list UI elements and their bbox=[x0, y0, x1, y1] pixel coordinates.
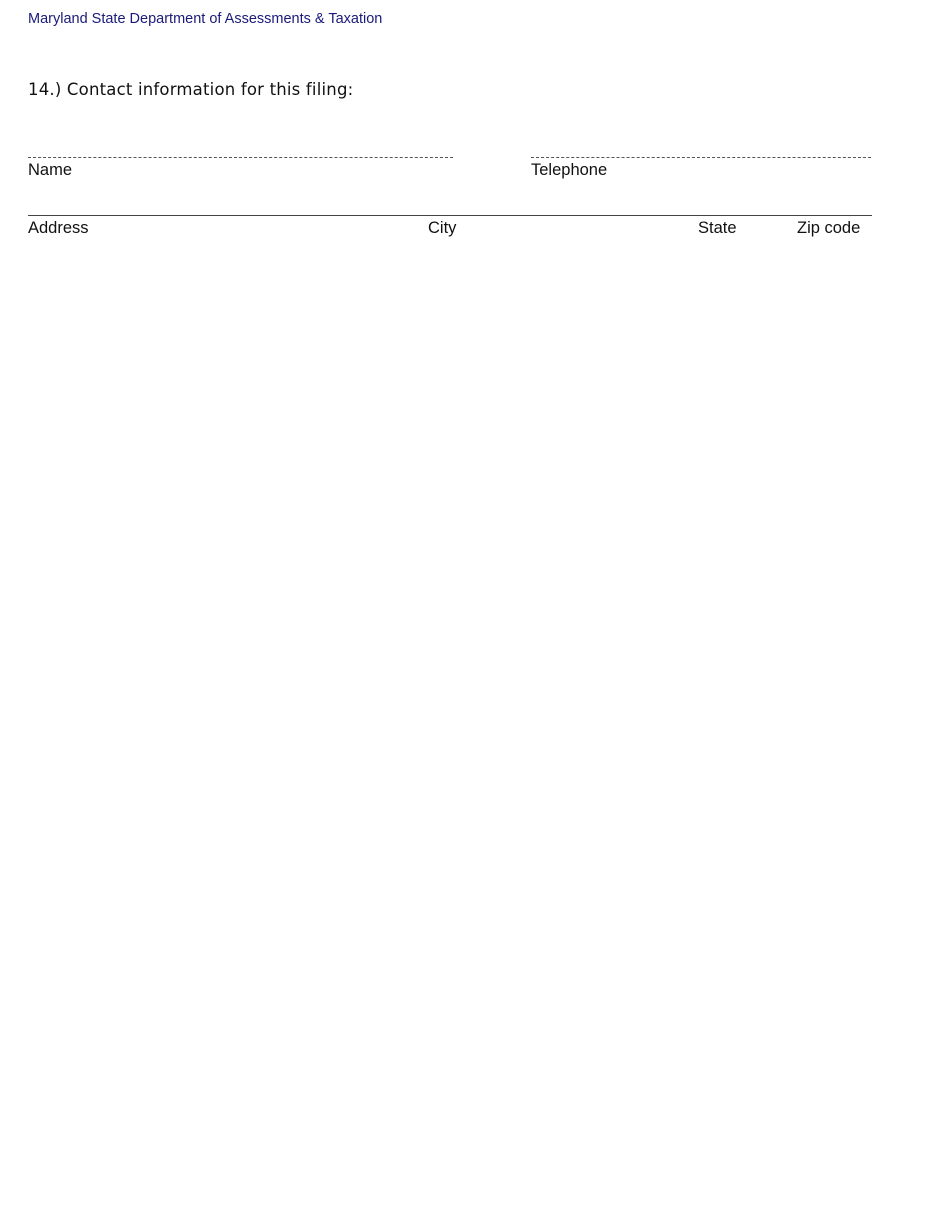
zip-code-label: Zip code bbox=[797, 219, 861, 237]
telephone-label: Telephone bbox=[531, 161, 608, 179]
telephone-signature-line[interactable] bbox=[531, 157, 871, 158]
section-title: 14.) Contact information for this filing: bbox=[28, 80, 354, 99]
agency-header: Maryland State Department of Assessments & Taxation bbox=[28, 11, 383, 27]
address-signature-line[interactable] bbox=[28, 215, 872, 216]
address-label: Address bbox=[28, 219, 89, 237]
name-signature-line[interactable] bbox=[28, 157, 453, 158]
city-label: City bbox=[428, 219, 457, 237]
name-label: Name bbox=[28, 161, 73, 179]
state-label: State bbox=[698, 219, 737, 237]
